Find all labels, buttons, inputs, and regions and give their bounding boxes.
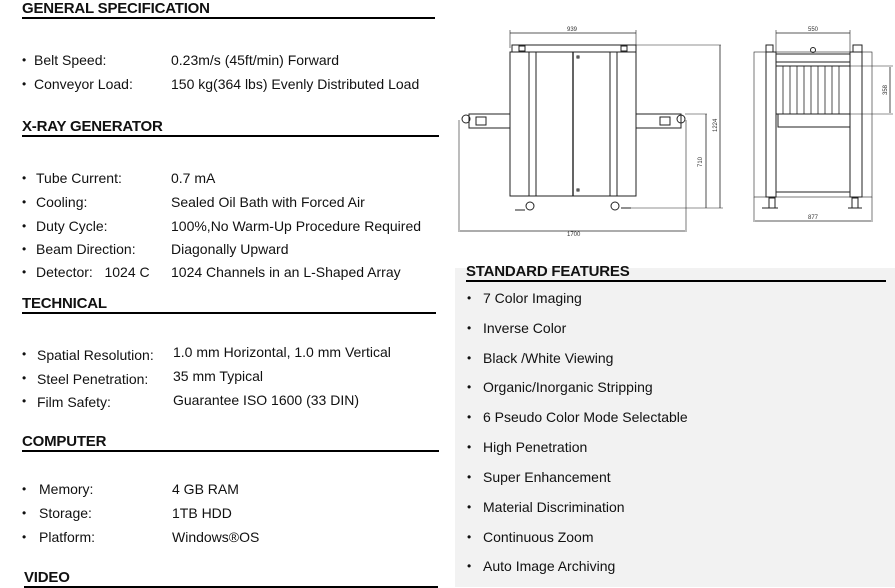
spec-value: 150 kg(364 lbs) Evenly Distributed Load	[171, 76, 420, 92]
bullet-icon: •	[467, 470, 472, 484]
section-heading-computer: COMPUTER	[22, 433, 439, 452]
spec-label: Platform:	[39, 529, 96, 545]
bullet-icon: •	[22, 394, 27, 408]
bullet-icon: •	[467, 321, 472, 335]
section-heading-features: STANDARD FEATURES	[466, 263, 886, 282]
spec-label: Beam Direction:	[36, 241, 136, 257]
dimension-label: 358	[883, 84, 889, 95]
spec-label: Duty Cycle:	[36, 218, 108, 234]
bullet-icon: •	[22, 506, 27, 520]
section-heading-general: GENERAL SPECIFICATION	[22, 0, 435, 19]
dimension-label: 710	[698, 156, 704, 167]
spec-value: Guarantee ISO 1600 (33 DIN)	[173, 392, 359, 408]
feature-text: 7 Color Imaging	[483, 290, 582, 306]
bullet-icon: •	[467, 559, 472, 573]
spec-label: Belt Speed:	[34, 52, 107, 68]
feature-text: 6 Pseudo Color Mode Selectable	[483, 409, 688, 425]
bullet-icon: •	[467, 291, 472, 305]
frame-left-post	[766, 52, 776, 197]
bullet-icon: •	[22, 77, 27, 91]
spec-value: 4 GB RAM	[172, 481, 239, 497]
feature-text: Inverse Color	[483, 320, 567, 336]
feature-text: Organic/Inorganic Stripping	[483, 379, 653, 395]
section-heading-xray: X-RAY GENERATOR	[22, 118, 439, 137]
side-view-drawing	[455, 0, 735, 240]
dimension-label: 939	[567, 27, 578, 33]
spec-value: Diagonally Upward	[171, 241, 289, 257]
spec-value: 100%,No Warm-Up Procedure Required	[171, 218, 422, 234]
dimension-label: 550	[808, 27, 819, 33]
bullet-icon: •	[467, 410, 472, 424]
spec-label: Film Safety:	[37, 394, 111, 410]
bullet-icon: •	[22, 371, 27, 385]
spec-label: Spatial Resolution:	[37, 347, 154, 363]
bullet-icon: •	[467, 530, 472, 544]
bullet-icon: •	[467, 380, 472, 394]
bullet-icon: •	[467, 440, 472, 454]
front-view-drawing	[735, 0, 895, 240]
feature-text: Material Discrimination	[483, 499, 625, 515]
feature-text: Black /White Viewing	[483, 350, 614, 366]
bullet-icon: •	[22, 530, 27, 544]
dimension-label: 1224	[713, 118, 719, 132]
spec-value: 1.0 mm Horizontal, 1.0 mm Vertical	[173, 344, 391, 360]
bullet-icon: •	[22, 195, 27, 209]
spec-value: Windows®OS	[172, 529, 260, 545]
spec-value: Sealed Oil Bath with Forced Air	[171, 194, 365, 210]
feature-text: Continuous Zoom	[483, 529, 594, 545]
bullet-icon: •	[22, 482, 27, 496]
bullet-icon: •	[22, 265, 27, 279]
feature-text: High Penetration	[483, 439, 588, 455]
dimension-label: 877	[808, 215, 819, 221]
spec-label: Memory:	[39, 481, 94, 497]
spec-value: 1024 Channels in an L-Shaped Array	[171, 264, 401, 280]
feature-text: Auto Image Archiving	[483, 558, 616, 574]
bullet-icon: •	[22, 171, 27, 185]
bullet-icon: •	[467, 351, 472, 365]
bullet-icon: •	[467, 500, 472, 514]
spec-label: Detector: 1024 C	[36, 264, 150, 280]
spec-label: Storage:	[39, 505, 92, 521]
spec-value: 0.23m/s (45ft/min) Forward	[171, 52, 340, 68]
bullet-icon: •	[22, 242, 27, 256]
spec-label: Conveyor Load:	[34, 76, 133, 92]
bullet-icon: •	[22, 347, 27, 361]
dimension-label: 1700	[567, 232, 581, 238]
standard-features-panel	[455, 263, 895, 587]
frame-right-post	[850, 52, 862, 197]
spec-label: Cooling:	[36, 194, 88, 210]
machine-top-bar	[512, 45, 636, 52]
bullet-icon: •	[22, 219, 27, 233]
section-heading-technical: TECHNICAL	[22, 295, 436, 314]
feature-text: Super Enhancement	[483, 469, 611, 485]
spec-value: 1TB HDD	[172, 505, 232, 521]
spec-label: Tube Current:	[36, 170, 122, 186]
conveyor-left	[469, 114, 510, 128]
section-heading-video: VIDEO	[24, 569, 438, 588]
spec-value: 35 mm Typical	[173, 368, 263, 384]
spec-value: 0.7 mA	[171, 170, 216, 186]
spec-label: Steel Penetration:	[37, 371, 149, 387]
bullet-icon: •	[22, 53, 27, 67]
conveyor-right	[636, 114, 681, 128]
